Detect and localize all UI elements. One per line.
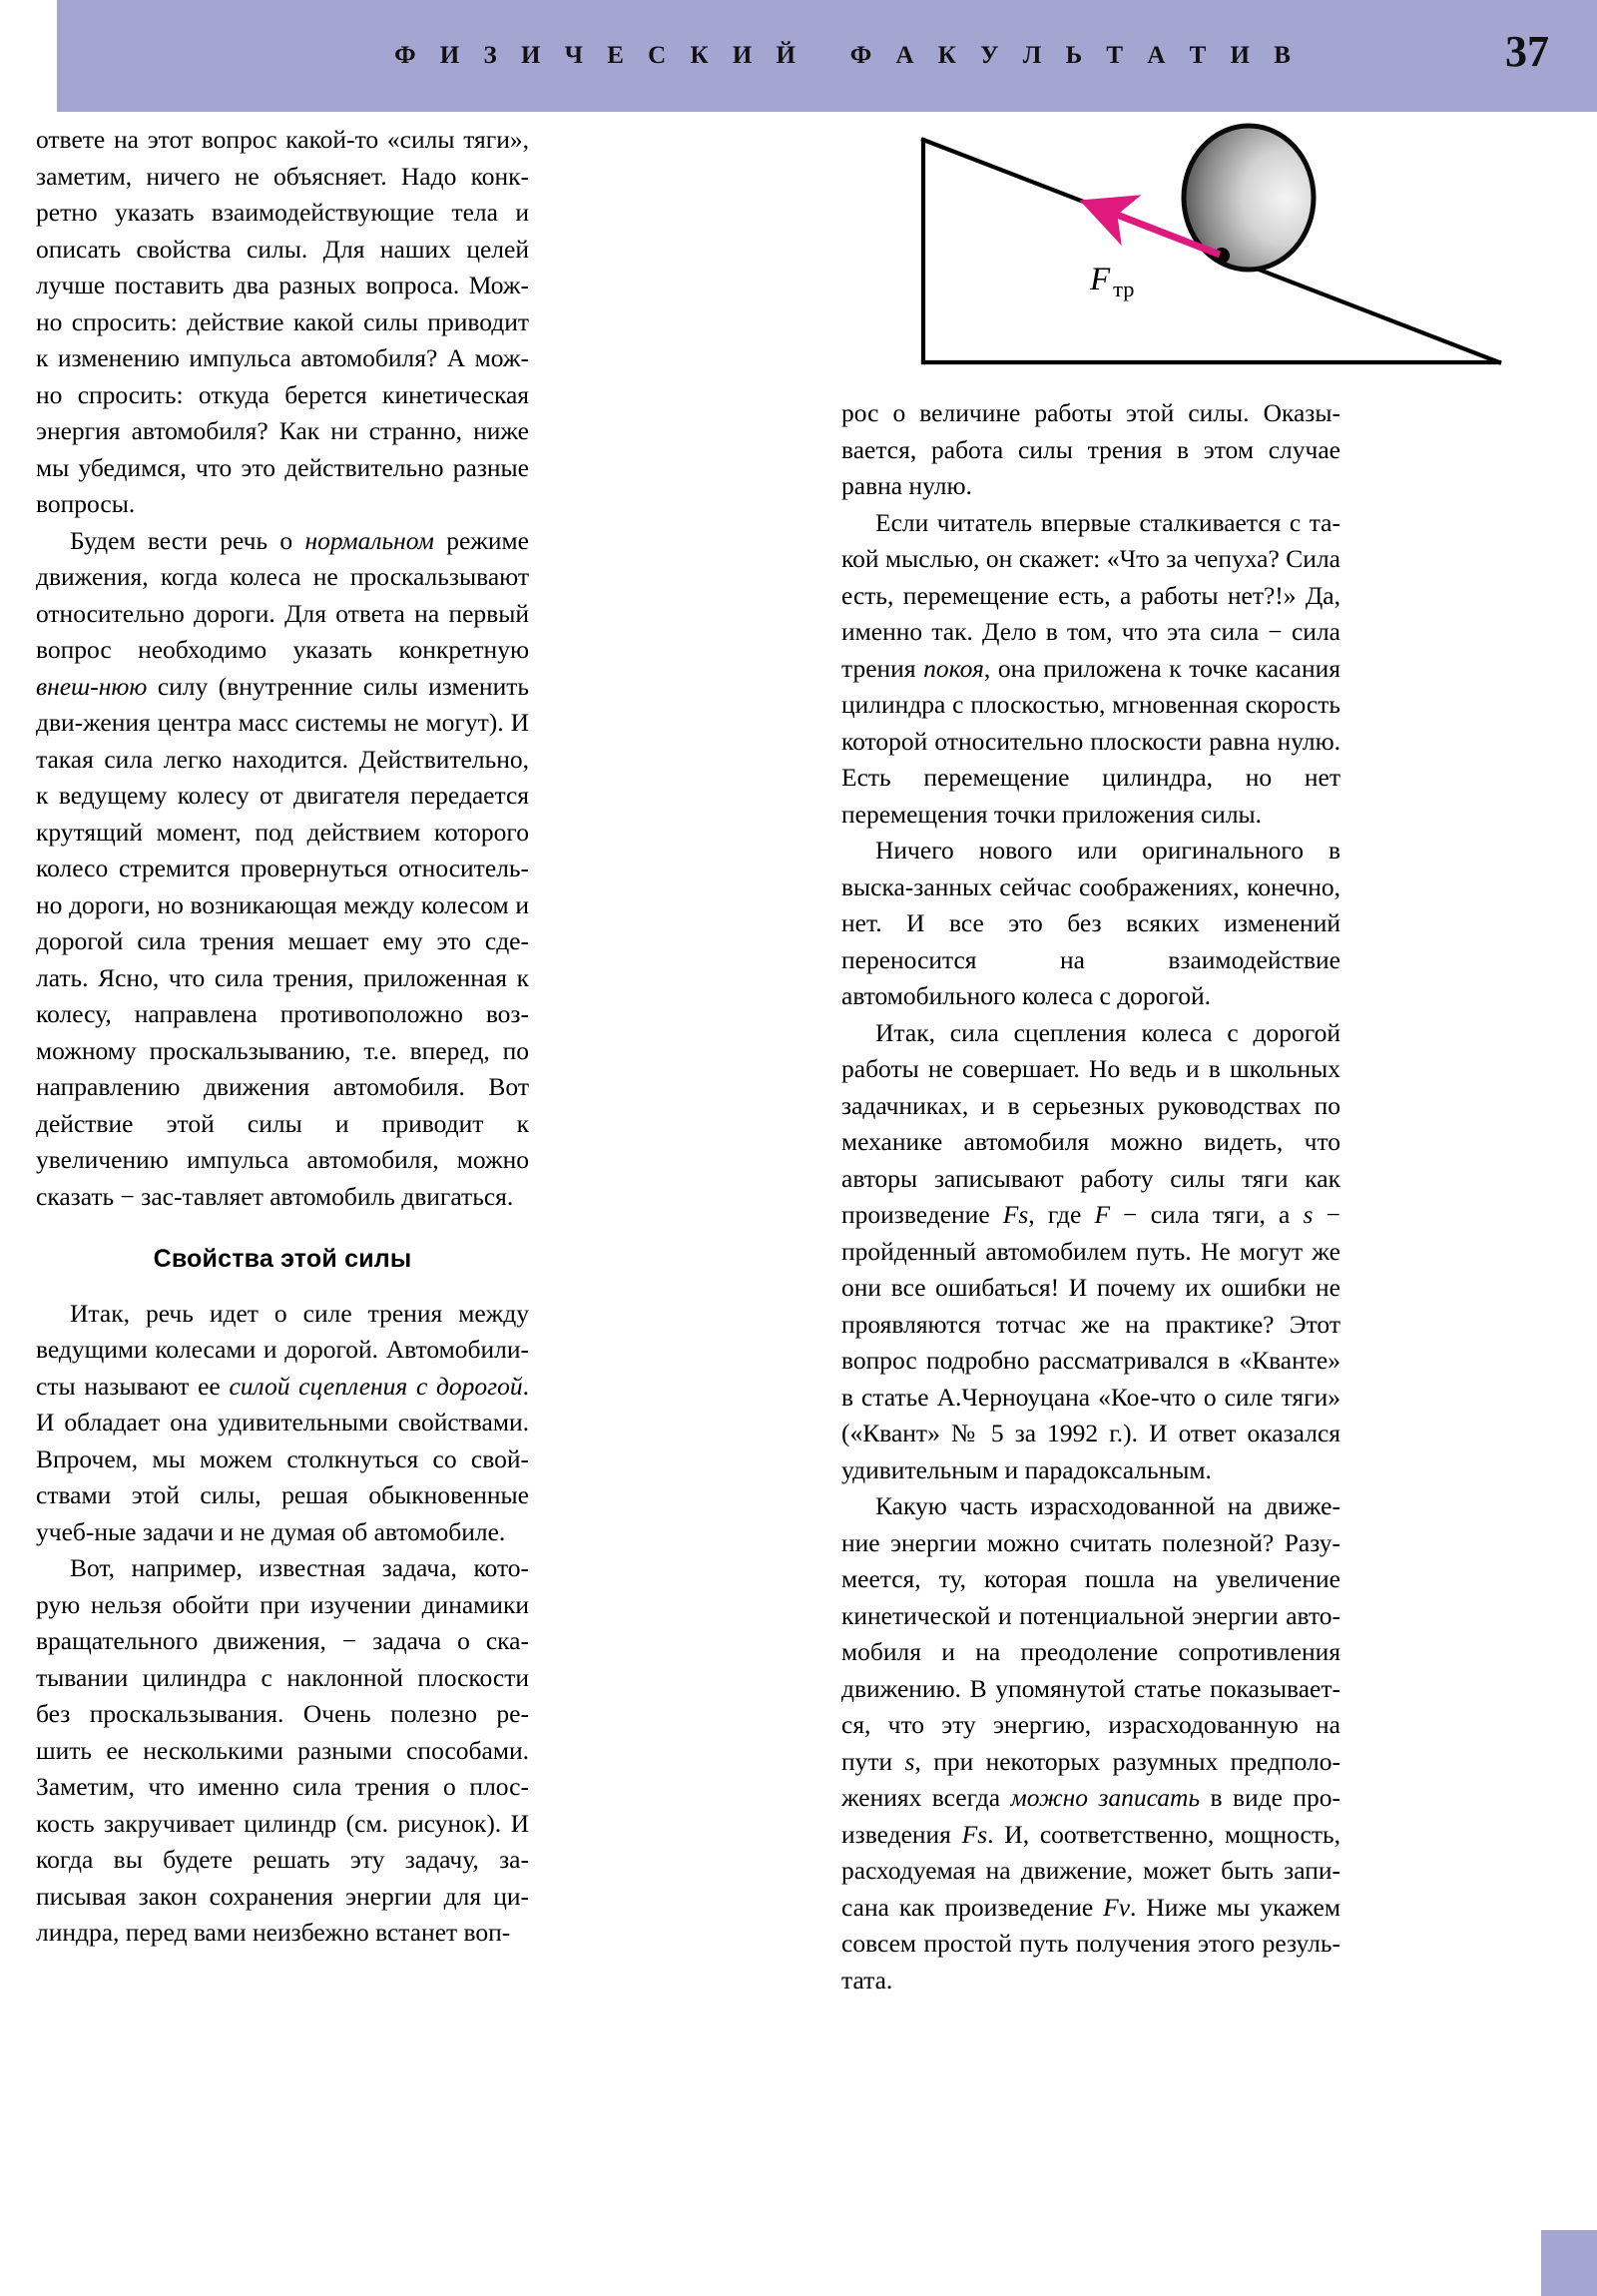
page-title: Ф И З И Ч Е С К И Й Ф А К У Л Ь Т А Т И В <box>394 42 1300 69</box>
paragraph: Итак, сила сцепления колеса с дорогой работы не совершает. Но ведь и в школьных задачниках, и в серьезных руководствах по механике автомобиля можно видеть, что авторы записывают работу силы тяги как произведение Fs, где F − сила тяги, а s − пройденный автомобилем путь. Не могут же они все ошибаться! И почему их ошибки не проявляются тотчас же на практике? Этот вопрос подробно рассматривался в «Кванте» в статье А.Черноуцана «Кое-что о силе тяги» («Квант» № 5 за 1992 г.). И ответ оказался удивительным и парадоксальным. <box>841 1017 1340 1484</box>
paragraph: Какую часть израсходованной на движе-ние энергии можно считать полезной? Разу-меется, ту, которая пошла на увеличение кинетической и потенциальной энергии авто-мобиля и на преодоление сопротивления движению. В упомянутой статье показывает-ся, что эту энергию, израсходованную на пути s, при некоторых разумных предполо-жениях всегда можно записать в виде про-изведения Fs. И, соответственно, мощность, расходуемая на движение, может быть запи-сана как произведение Fv. Ниже мы укажем совсем простой путь получения этого резуль-тата. <box>841 1491 1340 1995</box>
friction-force-label <box>1090 262 1135 301</box>
header-band <box>57 0 1597 112</box>
paragraph: Ничего нового или оригинального в выска-занных сейчас соображениях, конечно, нет. И все это без всяких изменений переносится на взаимодействие автомобильного колеса с дорогой. <box>841 836 1340 1010</box>
inclined-plane-figure <box>878 118 1577 379</box>
right-paragraphs <box>841 395 1340 1999</box>
left-paragraphs-before-heading <box>36 122 529 1215</box>
force-subscript: тр <box>1113 277 1135 301</box>
right-text-column <box>841 395 1340 1999</box>
paragraph: рос о величине работы этой силы. Оказы-вается, работа силы трения в этом случае равна нулю. <box>841 398 1340 500</box>
left-text-column <box>36 122 529 1952</box>
page-number: 37 <box>1505 27 1549 76</box>
paragraph: Итак, речь идет о силе трения между ведущими колесами и дорогой. Автомобили-сты называют ее силой сцепления с дорогой. И обладает она удивительными свойствами. Впрочем, мы можем столкнуться со свой-ствами этой силы, решая обыкновенные учеб-ные задачи и не думая об автомобиле. <box>36 1298 529 1546</box>
paragraph: Будем вести речь о нормальном режиме движения, когда колеса не проскальзывают относительно дороги. Для ответа на первый вопрос необходимо указать конкретную внеш-нюю силу (внутренние силы изменить дви-жения центра масс системы не могут). И такая сила легко находится. Действительно, к ведущему колесу от двигателя передается крутящий момент, под действием которого колесо стремится провернуться относитель-но дороги, но возникающая между колесом и дорогой сила трения мешает ему это сде-лать. Ясно, что сила трения, приложенная к колесу, направлена противоположно воз-можному проскальзыванию, т.е. вперед, по направлению движения автомобиля. Вот действие этой силы и приводит к увеличению импульса автомобиля, можно сказать − зас-тавляет автомобиль двигаться. <box>36 525 530 1211</box>
paragraph: Если читатель впервые сталкивается с та-кой мыслью, он скажет: «Что за чепуха? Сила есть, перемещение есть, а работы нет?!» Да, именно так. Дело в том, что эта сила − сила трения покоя, она приложена к точке касания цилиндра с плоскостью, мгновенная скорость которой относительно плоскости равна нулю. Есть перемещение цилиндра, но нет перемещения точки приложения силы. <box>841 507 1341 829</box>
left-paragraphs-after-heading <box>36 1296 529 1952</box>
paragraph: ответе на этот вопрос какой-то «силы тяги», заметим, ничего не объясняет. Надо конк-ретно указать взаимодействующие тела и описать свойства силы. Для наших целей лучше поставить два разных вопроса. Мож-но спросить: действие какой силы приводит к изменению импульса автомобиля? А мож-но спросить: откуда берется кинетическая энергия автомобиля? Как ни странно, ниже мы убедимся, что это действительно разные вопросы. <box>36 125 529 518</box>
section-heading: Свойства этой силы <box>153 1245 412 1273</box>
force-symbol: F <box>1090 262 1111 297</box>
paragraph: Вот, например, известная задача, кото-рую нельзя обойти при изучении динамики вращательного движения, − задача о ска-тывании цилиндра с наклонной плоскости без проскальзывания. Очень полезно ре-шить ее несколькими разными способами. Заметим, что именно сила трения о плос-кость закручивает цилиндр (см. рисунок). И когда вы будете решать эту задачу, за-писывая закон сохранения энергии для ци-линдра, перед вами неизбежно встанет воп- <box>36 1553 529 1947</box>
corner-mark <box>1541 2230 1597 2296</box>
